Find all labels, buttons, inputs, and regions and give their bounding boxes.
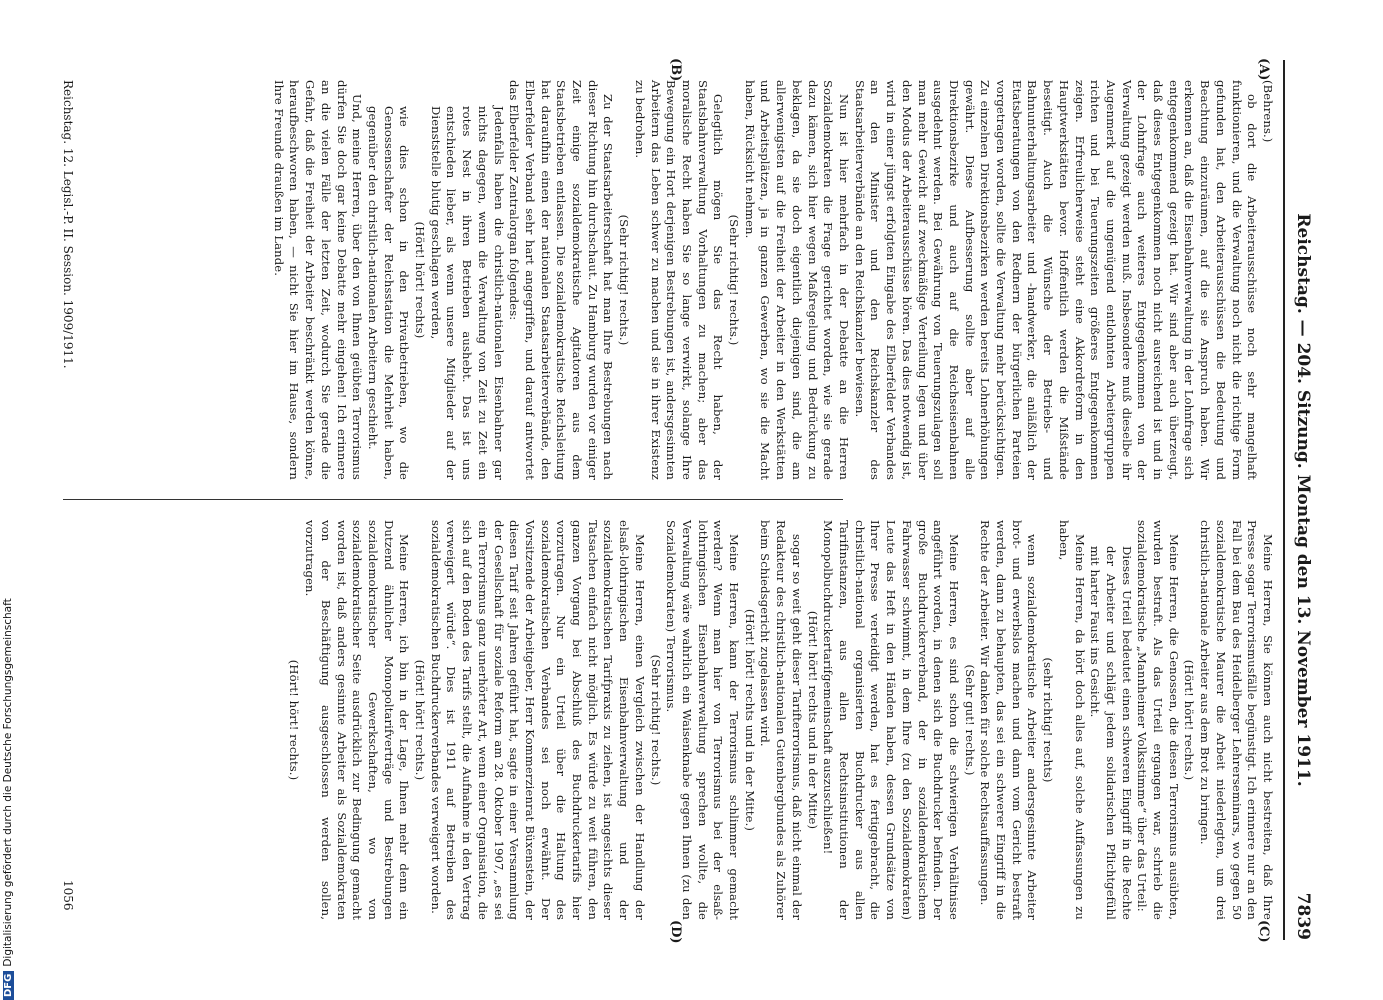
paragraph: (Hört! hört! rechts und in der Mitte) <box>805 610 820 830</box>
footer-session: Reichstag. 12. Legisl.-P. II. Session. 1909/1911. <box>61 80 75 369</box>
paragraph: Meine Herren, kann der Terrorismus schlimmer gemacht werden? Wenn man hier von Terrorismus bei der elsaß-lothringischen Eisenbahnverwaltung sprechen wollte, die Verwaltung wäre wahrlich ein Waisenknabe gegen Ihnen (zu den Sozialdemokraten) Terrorismus. <box>664 520 742 920</box>
paragraph: Meine Herren, es sind schon die schwierigen Verhältnisse angeführt worden, in denen sich die Buchdrucker befinden. Der große Buchdruckerverband, der in sozialdemokratischem Fahrwasser schwimmt, in dem Ihre (zu den Sozialdemokraten) Leute das Heft in den Händen haben, dessen Grundsätze von Ihrer Presse verteidigt werden, hat es fertiggebracht, die christlich-national organisierten Buchdrucker aus allen Tarifinstanzen, aus allen Rechtsinstitutionen der Monopolbuchdruckertarifgemeinschaft auszuschließen! <box>821 520 961 920</box>
paragraph: Dieses Urteil bedeutet einen schweren Eingriff in die Rechte der Arbeiter und schlägt jedem solidarischen Pflichtgefühl mit harter Faust ins Gesicht. <box>1088 546 1134 920</box>
paragraph: (Sehr richtig! rechts.) <box>648 654 663 786</box>
margin-letter-d: (D) <box>668 920 683 944</box>
paragraph: (Hört! hört! rechts und in der Mitte.) <box>742 609 757 831</box>
paragraph: (Sehr richtig! rechts.) <box>727 214 742 346</box>
paragraph: (Behrens.) <box>1261 80 1275 143</box>
paragraph: Jedenfalls haben die christlich-nationalen Eisenbahner gar nichts dagegen, wenn die Verwaltung von Zeit zu Zeit ein rotes Nest in ihren Betrieben aushebt. Das ist uns entschieden lieber, als wenn unsere Mitglieder auf der Dienststelle blutig geschlagen werden, <box>428 106 506 480</box>
page-header <box>1283 60 1313 940</box>
page-number: 7839 <box>1293 892 1313 940</box>
paragraph: ob dort die Arbeiterausschüsse noch sehr mangelhaft funktionieren, und die Verwaltung noch nicht die richtige Form gefunden hat, den Arbeiterausschüssen die Bedeutung und Beachtung einzuräumen, auf die sie Anspruch haben. Wir erkennen an, daß die Eisenbahnverwaltung in der Lohnfrage sich entgegenkommend gezeigt hat. Wir sind aber auch überzeugt, daß dieses Entgegenkommen noch nicht ausreichend ist und in der Lohnfrage auch weiteres Entgegenkommen von der Verwaltung gezeigt werden muß. Insbesondere muß dieselbe ihr Augenmerk auf die ungenügend entlohnten Arbeitergruppen richten und bei Teuerungszeiten größeres Entgegenkommen zeigen. Erfreulicherweise steht eine Akkordreform in den Hauptwerkstätten bevor. Hoffentlich werden die Mißstände beseitigt. Auch die Wünsche der Betriebs- und Bahnunterhaltungsarbeiter und -handwerker, die anläßlich der Etatsberatungen von den Rednern der bürgerlichen Parteien vorgetragen worden, sollte die Verwaltung mehr berücksichtigen. Zu einzelnen Direktionsbezirken werden bereits Lohnerhöhungen gewährt. Diese Aufbesserung sollte aber auf alle Direktionsbezirke und auch auf die Reichseisenbahnen ausgedehnt werden. Bei Gewährung von Teuerungszulagen soll man mehr Gewicht auf zweckmäßige Verteilung legen und über den Modus der Arbeiterausschüsse hören. Das dies notwendig ist, wird in einer jüngst erfolgten Eingabe des Elberfelder Verbandes an den Minister und den Reichskanzler des Staatsarbeiterverbände an den Reichskanzler bewiesen. <box>852 80 1260 480</box>
paragraph: (Hört! hört! rechts.) <box>413 659 428 781</box>
margin-letter-b: (B) <box>668 58 683 82</box>
paragraph: (Sehr gut! rechts.) <box>962 664 977 776</box>
right-column <box>286 520 1275 920</box>
paragraph: wie dies schon in den Privatbetrieben, wo die Genossenschafter der Reichsstation die Mehrheit haben, gegenüber den christlich-nationalen Arbeitern geschieht. <box>365 106 412 480</box>
dfg-logo: DFG <box>3 971 14 1000</box>
header-rule <box>1283 60 1285 940</box>
paragraph: Zu der Staatsarbeiterschaft hat man Ihre Bestrebungen nach dieser Richtung hin durchschaut. Zu Hamburg wurden vor einiger Zeit einige sozialdemokratische Agitatoren aus dem Staatsbetrieben entlassen. Die sozialdemokratische Reichsleitung hat daraufhin einen der nationalen Staatsarbeiterverbände, den Elberfelder Verband sehr hart angegriffen, und darauf antwortet das Elberfelder Zentralorgan folgendes: <box>507 80 616 480</box>
paragraph: Gelegtlich mögen Sie das Recht haben, der Staatsbahnverwaltung Vorhaltungen zu machen; aber das moralische Recht haben Sie so lange verwirkt, solange Ihre Bewegung ein Hort derjenigen Bestrebungen ist, andersgesinnten Arbeitern das Leben schwer zu machen und sie in ihrer Existenz zu bedrohen. <box>632 80 726 480</box>
paragraph: wenn sozialdemokratische Arbeiter andersgesinnte Arbeiter brot- und erwerbslos machen und dann vom Gericht bestraft werden, dann zu behaupten, das sei ein schwerer Eingriff in die Rechte der Arbeiter. Wir danken für solche Rechtsauffassungen. <box>978 520 1040 920</box>
paragraph: Meine Herren, da hört doch alles auf, solche Auffassungen zu haben, <box>1056 520 1087 920</box>
credit-text: Digitalisierung gefördert durch die Deutsche Forschungsgemeinschaft <box>2 598 14 967</box>
margin-letter-a: (A) <box>1256 58 1271 81</box>
footer-number: 1056 <box>61 880 75 911</box>
paragraph: Meine Herren, die Genossen, die diesen Terrorismus ausübten, wurden bestraft. Als das Urteil ergangen war, schrieb die sozialdemokratische „Mannheimer Volksstimme“ über das Urteil: <box>1135 520 1181 920</box>
left-column <box>270 80 1275 480</box>
paragraph: (Sehr richtig! rechts.) <box>617 214 632 346</box>
paragraph: (Hört! hört! rechts.) <box>287 659 302 781</box>
header-title: Reichstag. — 204. Sitzung. Montag den 13. November 1911. <box>1293 213 1313 787</box>
paragraph: (Hört! hört! rechts.) <box>1182 659 1197 781</box>
paragraph: Meine Herren, Sie können auch nicht bestreiten, daß Ihre Presse sogar Terrorismusfälle begünstigt. Ich erinnere nur an den Fall bei dem Bau des Heidelberger Lehrerseminars, wo gegen 50 sozialdemokratische Maurer die Arbeit niederlegten, um drei christlich-nationale Arbeiter aus dem Brot zu bringen. <box>1198 520 1275 920</box>
paragraph: Und, meine Herren, über den von Ihnen geübten Terrorismus dürfen Sie doch gar keine Debatte mehr eingehen! Ich erinnere an die vielen Fälle der letzten Zeit, wodurch Sie gerade die Gefahr, daß die Freiheit der Arbeiter beschränkt werden könne, heraufbeschworen haben, — nicht Sie hier im Hause, sondern Ihre Freunde draußen im Lande. <box>271 80 365 480</box>
digitization-credit <box>2 598 14 1000</box>
paragraph: sogar so weit geht dieser Tarifterrorismus, daß nicht einmal der Redakteur des christlich-nationalen Gutenbergbundes als Zuhörer beim Schiedsgericht zugelassen wird. <box>758 520 804 920</box>
paragraph: Nun ist hier mehrfach in der Debatte an die Herren Sozialdemokraten die Frage gerichtet worden, wie sie gerade dazu kämen, sich hier wegen Maßregelung und Bedrückung zu beklagen, da sie doch eigentlich diejenigen sind, die am allerwenigsten auf die Freiheit der Arbeiter in den Werkstätten und Arbeitsplätzen, ja in ganzen Gewerben, wo sie die Macht haben, Rücksicht nehmen. <box>742 80 852 480</box>
margin-letter-c: (C) <box>1256 920 1271 943</box>
paragraph: (Hört! hört! rechts) <box>413 221 428 339</box>
paragraph: (sehr richtig! rechts) <box>1041 657 1056 783</box>
paragraph: Meine Herren, einen Vergleich zwischen der Handlung der elsaß-lothringischen Eisenbahnverwaltung und der sozialdemokratischen Tarifpraxis zu ziehen, ist angesichts dieser Tatsachen einfach nicht möglich. Es würde zu weit führen, den ganzen Vorgang bei Abschluß des Buchdruckertarifs hier vorzutragen. Nur ein Urteil über die Haltung des sozialdemokratischen Verbandes sei noch erwähnt. Der Vorsitzende der Arbeitgeber, Herr Kommerzienrat Büxenstein, der diesen Tarif seit Jahren geführt hat, sagte in einer Versammlung der Gesellschaft für soziale Reform am 28. Oktober 1907, „es sei ein Terrorismus ganz unerhörter Art, wenn einer Organisation, die sich auf den Boden des Tarifs stellt, die Aufnahme in den Vertrag verweigert würde“. Dies ist 1911 auf Betreiben des sozialdemokratischen Buchdruckerverbandes verweigert worden. <box>428 520 647 921</box>
paragraph: Meine Herren, ich bin in der Lage, Ihnen mehr denn ein Dutzend ähnlicher Monopoltarifverträge und Bestrebungen sozialdemokratischer Gewerkschaften, wo von sozialdemokratischer Seite ausdrücklich zur Bedingung gemacht worden ist, daß anders gesinnte Arbeiter als Sozialdemokraten von der Beschäftigung ausgeschlossen werden sollen, vorzutragen. <box>303 520 412 920</box>
column-divider <box>63 499 843 500</box>
